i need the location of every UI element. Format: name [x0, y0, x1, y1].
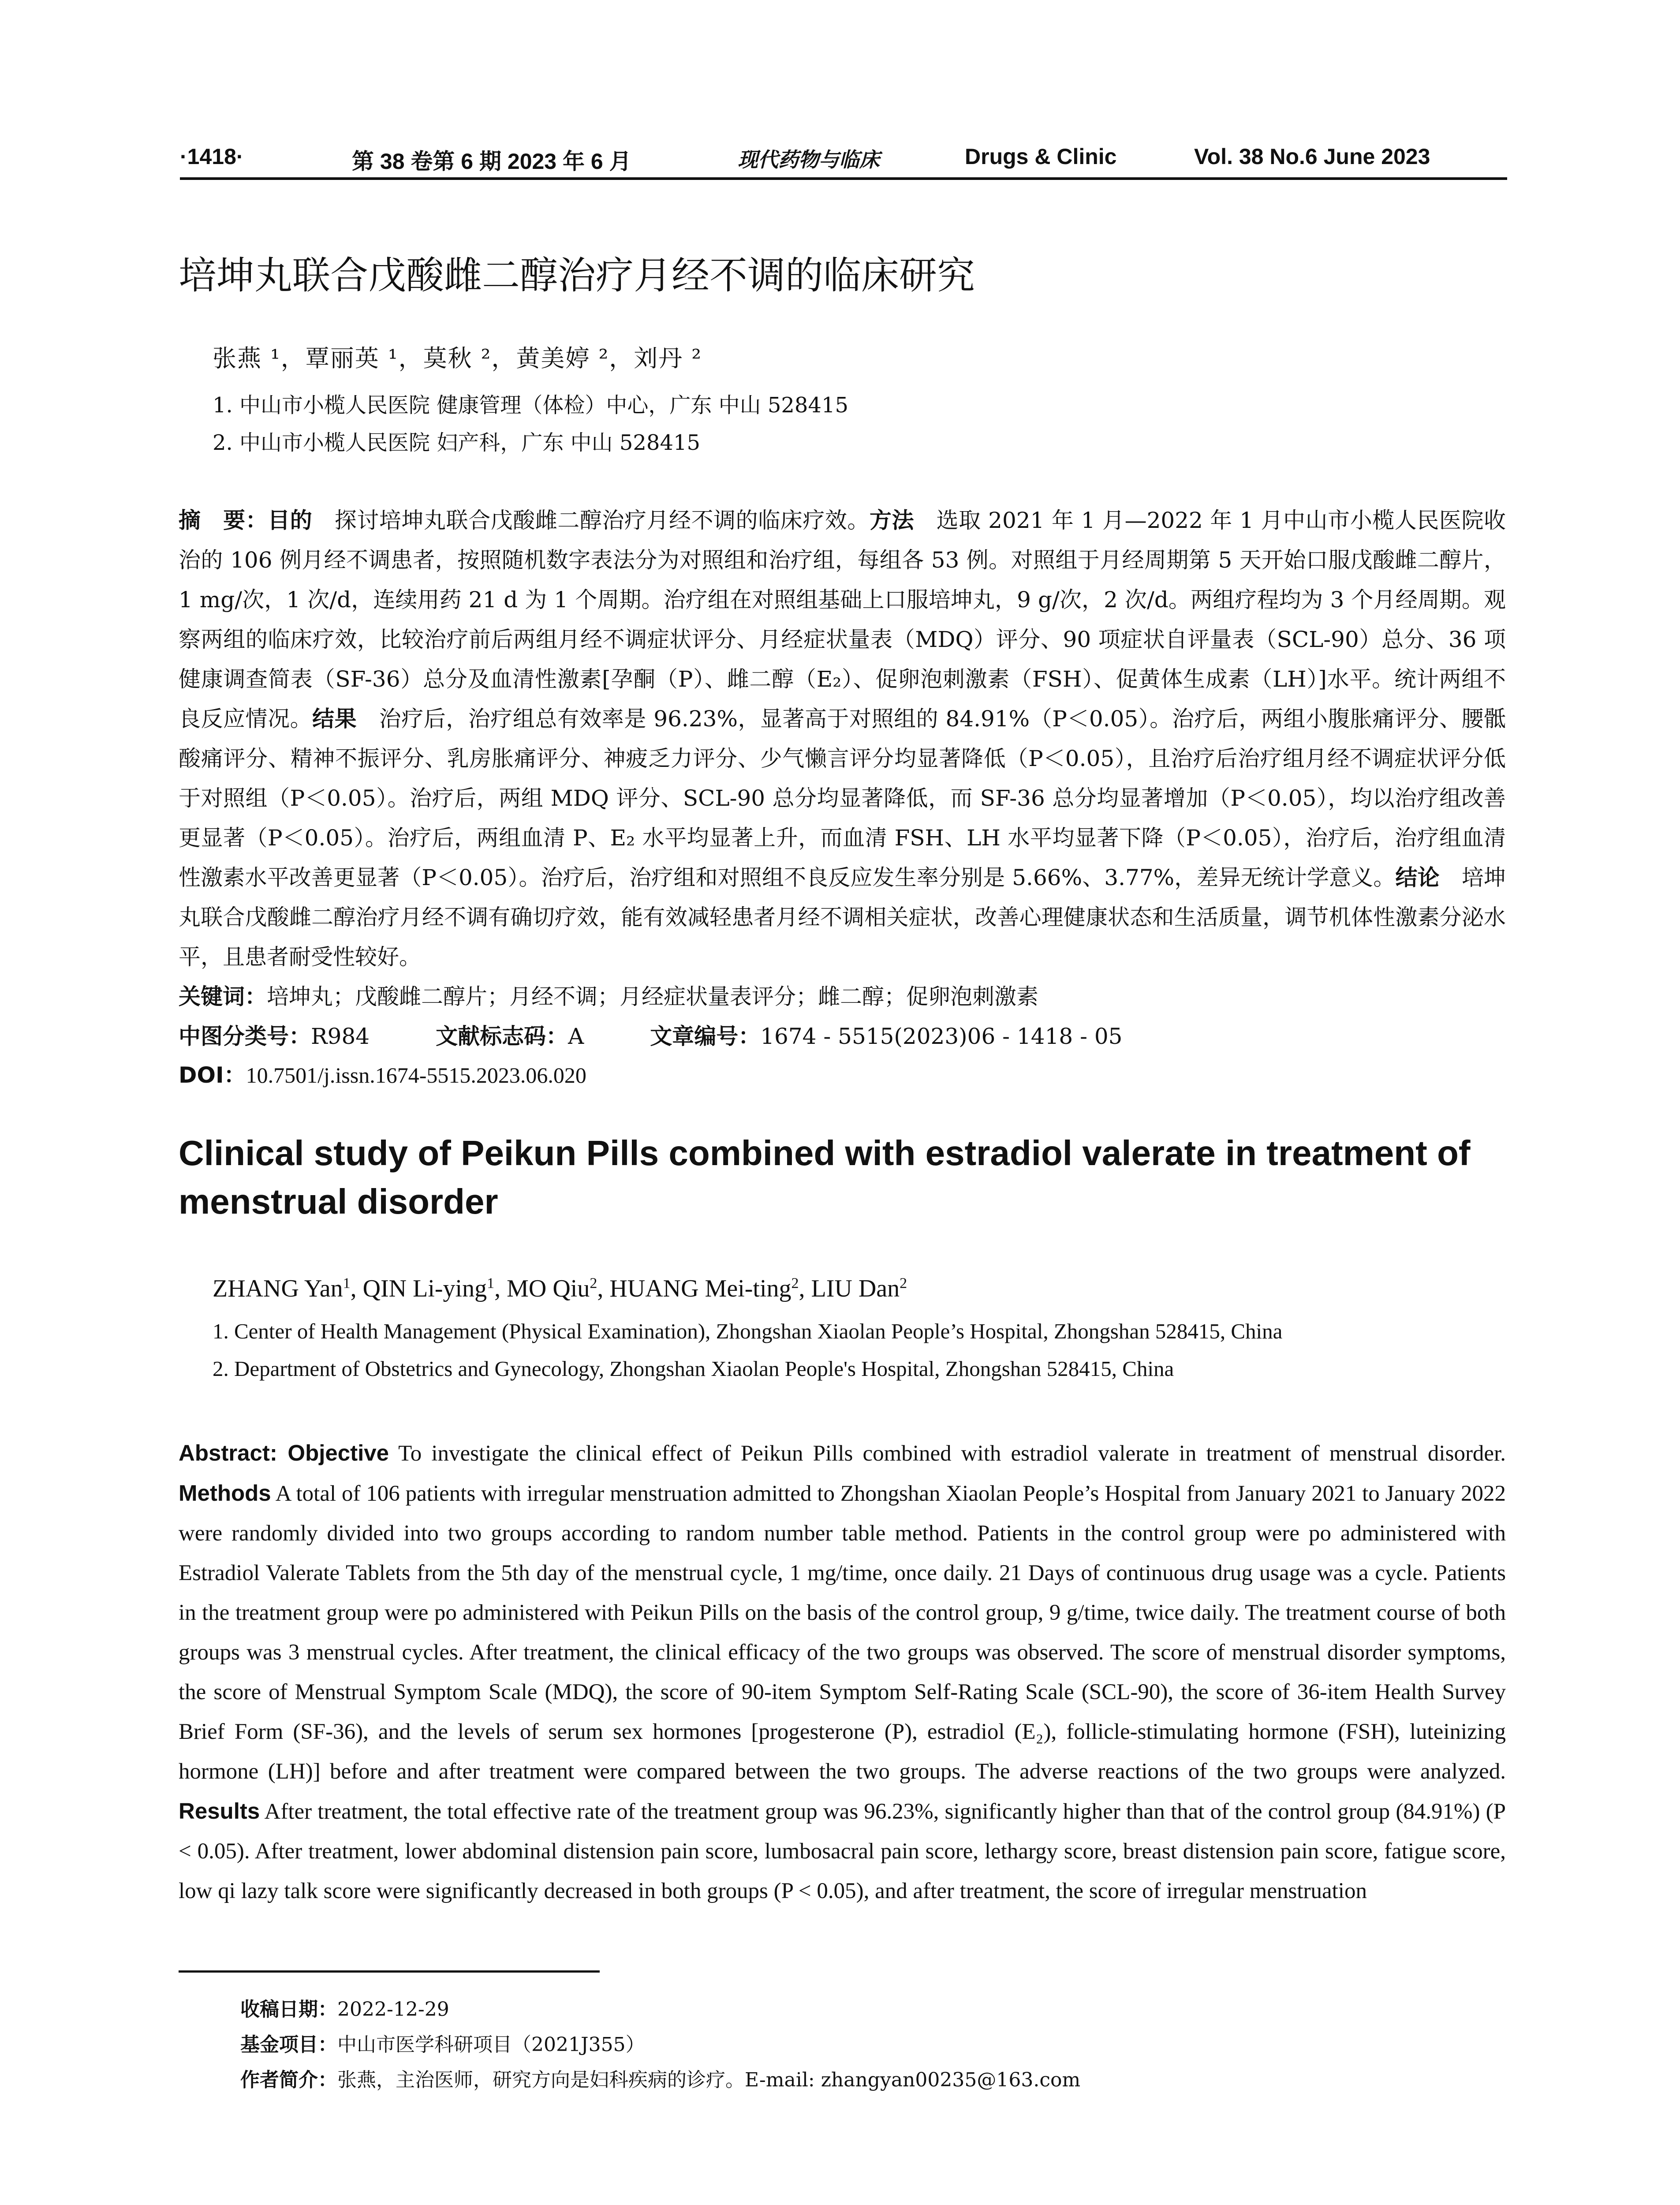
- title-cn: 培坤丸联合戊酸雌二醇治疗月经不调的临床研究: [179, 254, 975, 298]
- author-en-4: HUANG Mei-ting: [609, 1275, 791, 1302]
- footnote-funding: 基金项目：中山市医学科研项目（2021J355）: [240, 2033, 645, 2056]
- authors-en: ZHANG Yan$^1$, QIN Li-ying$^1$, MO Qiu$^2$, HUANG Mei-ting$^2$, LIU Dan$^2$: [213, 1275, 907, 1302]
- volume-cn: 第 38 卷第 6 期 2023 年 6 月: [352, 149, 631, 174]
- page-number: ·1418·: [180, 144, 244, 169]
- author-en-3: MO Qiu: [507, 1275, 590, 1302]
- methods-en: A total of 106 patients with irregular menstruation admitted to Zhongshan Xiaolan People’s Hospital from January 2021 to January 2022 were randomly divided into two groups according to random number table method. Patients in the control group were po administered with Estradiol Valerate Tablets from the 5th day of the menstrual cycle, 1 mg/time, once daily. 21 Days of continuous drug usage was a cycle. Patients in the treatment group were po administered with Peikun Pills on the basis of the control group, 9 g/time, twice daily. The treatment course of both groups was 3 menstrual cycles. After treatment, the clinical efficacy of the two groups was observed. The score of menstrual disorder symptoms, the score of Menstrual Symptom Scale (MDQ), the score of 90-item Symptom Self-Rating Scale (SCL-90), the score of 36-item Health Survey Brief Form (SF-36), and the levels of serum sex hormones [progesterone (P), estradiol (E₂), follicle-stimulating hormone (FSH), luteinizing hormone (LH)] before and after treatment were compared between the two groups. The adverse reactions of the two groups were analyzed.: [179, 1481, 1506, 1784]
- doc-code-value: A: [568, 1024, 584, 1049]
- doc-code-label: 文献标志码：: [436, 1024, 568, 1049]
- journal-name-cn: 现代药物与临床: [738, 148, 880, 172]
- abstract-cn-label: 摘 要：: [179, 508, 268, 533]
- classification-line: [179, 1019, 1123, 1050]
- keywords-value: 培坤丸；戊酸雌二醇片；月经不调；月经症状量表评分；雌二醇；促卵泡刺激素: [267, 984, 1038, 1009]
- conclusion-cn: 培坤丸联合戊酸雌二醇治疗月经不调有确切疗效，能有效减轻患者月经不调相关症状，改善心理健康状态和生活质量，调节机体性激素分泌水平，且患者耐受性较好。: [179, 865, 1506, 970]
- author-en-5: LIU Dan: [811, 1275, 900, 1302]
- title-en: Clinical study of Peikun Pills combined with estradiol valerate in treatment of menstrual disorder: [179, 1133, 1471, 1221]
- affiliation-cn-2: 2. 中山市小榄人民医院 妇产科，广东 中山 528415: [213, 430, 701, 455]
- keywords-label: 关键词：: [179, 984, 267, 1009]
- volume-en: Vol. 38 No.6 June 2023: [1194, 144, 1430, 169]
- affiliation-en-2: 2. Department of Obstetrics and Gynecology, Zhongshan Xiaolan People's Hospital, Zhongshan 528415, China: [213, 1357, 1174, 1381]
- methods-cn: 选取 2021 年 1 月—2022 年 1 月中山市小榄人民医院收治的 106 例月经不调患者，按照随机数字表法分为对照组和治疗组，每组各 53 例。对照组于月经周期第 5 天开始口服戊酸雌二醇片，1 mg/次，1 次/d，连续用药 21 d 为 1 个周期。治疗组在对照组基础上口服培坤丸，9 g/次，2 次/d。两组疗程均为 3 个月经周期。观察两组的临床疗效，比较治疗前后两组月经不调症状评分、月经症状量表（MDQ）评分、90 项症状自评量表（SCL-90）总分、36 项健康调查简表（SF-36）总分及血清性激素[孕酮（P）、雌二醇（E₂）、促卵泡刺激素（FSH）、促黄体生成素（LH）]水平。统计两组不良反应情况。: [179, 508, 1506, 732]
- author-en-1: ZHANG Yan: [213, 1275, 343, 1302]
- running-header: [180, 140, 1507, 180]
- affiliation-en-1: 1. Center of Health Management (Physical Examination), Zhongshan Xiaolan People’s Hospital, Zhongshan 528415, China: [213, 1319, 1283, 1343]
- abstract-cn: [179, 501, 1506, 977]
- doi-label: DOI：: [179, 1062, 246, 1088]
- abstract-en-label: Abstract: Objective: [179, 1440, 389, 1465]
- article-number-value: 1674 - 5515(2023)06 - 1418 - 05: [760, 1024, 1123, 1049]
- journal-name-en: Drugs & Clinic: [965, 144, 1117, 169]
- footnote-received: 收稿日期：2022-12-29: [240, 1998, 449, 2021]
- footnote-rule: [179, 1970, 600, 1973]
- doi-link[interactable]: 10.7501/j.issn.1674-5515.2023.06.020: [246, 1063, 586, 1088]
- objective-cn: 探讨培坤丸联合戊酸雌二醇治疗月经不调的临床疗效。: [312, 508, 870, 533]
- results-en: After treatment, the total effective rate of the treatment group was 96.23%, significantly higher than that of the control group (84.91%) (P < 0.05). After treatment, lower abdominal distension pain score, lumbosacral pain score, lethargy score, breast distension pain score, fatigue score, low qi lazy talk score were significantly decreased in both groups (P < 0.05), and after treatment, the score of irregular menstruation: [179, 1799, 1506, 1903]
- objective-en: To investigate the clinical effect of Peikun Pills combined with estradiol valerate in treatment of menstrual disorder.: [389, 1441, 1506, 1466]
- objective-cn-label: 目的: [268, 508, 313, 533]
- results-cn: 治疗后，治疗组总有效率是 96.23%，显著高于对照组的 84.91%（P＜0.05）。治疗后，两组小腹胀痛评分、腰骶酸痛评分、精神不振评分、乳房胀痛评分、神疲乏力评分、少气懒言评分均显著降低（P＜0.05），且治疗后治疗组月经不调症状评分低于对照组（P＜0.05）。治疗后，两组 MDQ 评分、SCL-90 总分均显著降低，而 SF-36 总分均显著增加（P＜0.05），均以治疗组改善更显著（P＜0.05）。治疗后，两组血清 P、E₂ 水平均显著上升，而血清 FSH、LH 水平均显著下降（P＜0.05），治疗后，治疗组血清性激素水平改善更显著（P＜0.05）。治疗后，治疗组和对照组不良反应发生率分别是 5.66%、3.77%，差异无统计学意义。: [179, 706, 1506, 890]
- abstract-en: [179, 1433, 1506, 1911]
- article-number-label: 文章编号：: [650, 1024, 761, 1049]
- keywords: [179, 979, 1038, 1011]
- authors-cn: 张燕 ¹，覃丽英 ¹，莫秋 ²，黄美婷 ²，刘丹 ²: [213, 344, 702, 372]
- header-rule: [180, 177, 1507, 180]
- author-en-2: QIN Li-ying: [362, 1275, 487, 1302]
- doi-line: [179, 1058, 586, 1089]
- footnote-author-bio: 作者简介：张燕，主治医师，研究方向是妇科疾病的诊疗。E-mail: zhangyan00235@163.com: [240, 2069, 1081, 2091]
- clc-value: R984: [311, 1024, 370, 1049]
- conclusion-cn-label: 结论: [1395, 865, 1440, 890]
- methods-cn-label: 方法: [869, 508, 915, 533]
- results-en-label: Results: [179, 1798, 260, 1824]
- clc-label: 中图分类号：: [179, 1024, 311, 1049]
- results-cn-label: 结果: [312, 706, 357, 732]
- methods-en-label: Methods: [179, 1480, 271, 1506]
- affiliation-cn-1: 1. 中山市小榄人民医院 健康管理（体检）中心，广东 中山 528415: [213, 393, 849, 418]
